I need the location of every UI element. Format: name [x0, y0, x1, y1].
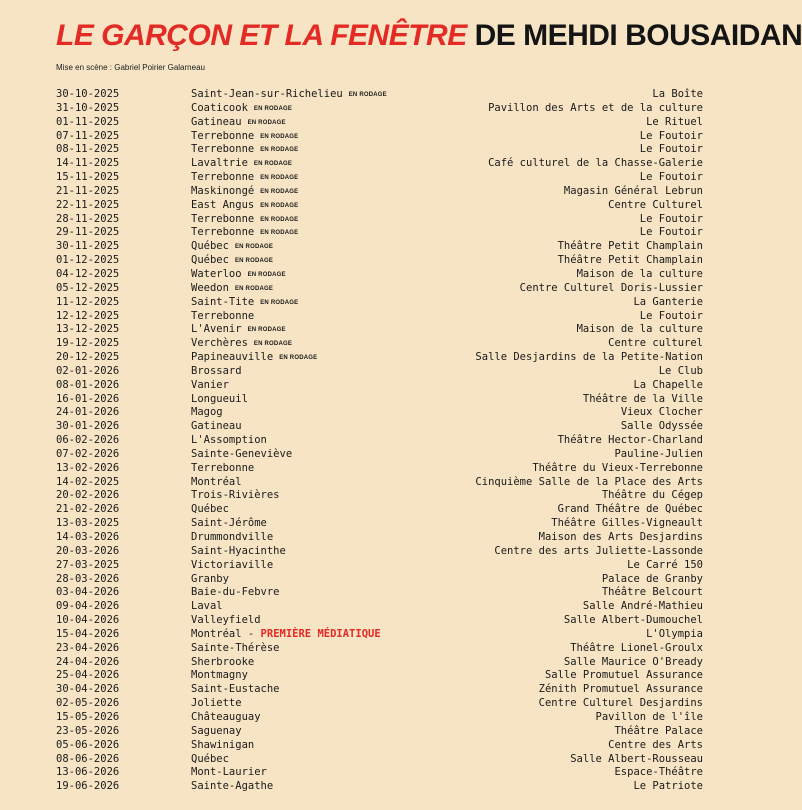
- show-city: Granby: [191, 572, 229, 585]
- show-city-cell: [191, 171, 298, 186]
- rodage-tag: EN RODAGE: [253, 105, 293, 112]
- rodage-tag: EN RODAGE: [260, 133, 299, 140]
- show-date: 24-01-2026: [56, 406, 120, 419]
- show-city-cell: [191, 489, 280, 503]
- show-date: 30-11-2025: [56, 240, 120, 253]
- show-city: Joliette: [191, 697, 242, 710]
- tour-date-row: [56, 766, 703, 780]
- show-city: Québec: [191, 240, 229, 253]
- show-city: Montmagny: [191, 669, 248, 682]
- show-date: 13-02-2026: [56, 461, 120, 474]
- show-venue: Pauline-Julien: [614, 447, 703, 460]
- show-city-cell: [191, 88, 387, 103]
- show-date: 14-11-2025: [56, 157, 120, 170]
- show-city-cell: [191, 282, 273, 297]
- tour-date-row: [56, 296, 703, 310]
- tour-date-row: [56, 116, 703, 130]
- show-venue: Théâtre du Vieux-Terrebonne: [532, 461, 703, 474]
- tour-date-row: [56, 393, 703, 407]
- show-city: Terrebonne: [191, 143, 255, 156]
- tour-date-row: [56, 669, 703, 683]
- show-city: Saint-Jean-sur-Richelieu: [191, 88, 343, 100]
- show-venue: Salle Promutuel Assurance: [544, 669, 703, 682]
- page-title: [56, 18, 802, 54]
- show-city-cell: [191, 323, 286, 338]
- tour-date-row: [56, 420, 703, 434]
- rodage-tag: EN RODAGE: [260, 147, 299, 154]
- show-date: 13-12-2025: [56, 323, 120, 336]
- tour-date-row: [56, 406, 703, 420]
- show-venue: Le Rituel: [646, 115, 703, 128]
- show-city-cell: [191, 642, 280, 656]
- show-city-cell: [191, 420, 242, 434]
- show-date: 30-10-2025: [56, 88, 120, 100]
- show-city-cell: [191, 310, 254, 324]
- show-date: 21-02-2026: [56, 503, 120, 516]
- show-venue: Pavillon de l'île: [595, 710, 703, 723]
- show-city: Weedon: [191, 281, 229, 294]
- show-city-cell: [191, 393, 248, 407]
- show-city-cell: [191, 365, 242, 379]
- show-city: Drummondville: [191, 531, 274, 543]
- show-venue: Zénith Promutuel Assurance: [538, 683, 703, 696]
- premiere-label: PREMIÈRE MÉDIATIQUE: [260, 627, 381, 640]
- show-city-cell: [191, 476, 242, 490]
- show-date: 25-04-2026: [56, 669, 120, 682]
- show-date: 13-03-2025: [56, 517, 120, 530]
- tour-date-row: [56, 365, 703, 379]
- show-date: 09-04-2026: [56, 600, 120, 613]
- show-city-cell: [191, 669, 248, 683]
- show-city-cell: [191, 379, 229, 393]
- show-city: Papineauville: [191, 351, 274, 364]
- show-venue: Centre culturel: [608, 337, 703, 350]
- show-date: 28-03-2026: [56, 572, 120, 585]
- show-venue: Théâtre du Cégep: [601, 489, 703, 502]
- show-date: 08-06-2026: [56, 752, 120, 765]
- show-date: 11-12-2025: [56, 295, 120, 308]
- tour-date-row: [56, 462, 703, 476]
- rodage-tag: EN RODAGE: [247, 119, 286, 126]
- show-city-cell: [191, 753, 229, 767]
- show-city: Terrebonne: [191, 226, 255, 239]
- show-city-cell: [191, 766, 267, 780]
- show-city-cell: [191, 697, 242, 711]
- show-venue: Maison de la culture: [576, 267, 703, 280]
- tour-date-row: [56, 559, 703, 573]
- show-city: Shawinigan: [191, 738, 255, 751]
- tour-date-row: [56, 351, 703, 365]
- show-city-cell: [191, 531, 273, 545]
- show-city-cell: [191, 434, 267, 448]
- tour-date-row: [56, 226, 703, 240]
- show-venue: Pavillon des Arts et de la culture: [488, 101, 703, 114]
- show-title: LE GARÇON ET LA FENÊTRE: [56, 19, 467, 52]
- tour-date-row: [56, 323, 703, 337]
- tour-date-row: [56, 157, 703, 171]
- show-venue: Centre des arts Juliette-Lassonde: [494, 544, 703, 557]
- tour-date-row: [56, 88, 703, 102]
- show-city: Lavaltrie: [191, 157, 248, 170]
- show-city: Terrebonne: [191, 129, 255, 142]
- show-city-cell: [191, 351, 317, 366]
- show-date: 15-05-2026: [56, 710, 120, 723]
- show-city: Terrebonne: [191, 309, 255, 322]
- show-city: Mont-Laurier: [191, 766, 267, 779]
- show-city: L'Assomption: [191, 434, 267, 447]
- show-venue: Théâtre Belcourt: [601, 586, 703, 599]
- tour-date-row: [56, 600, 703, 614]
- rodage-tag: EN RODAGE: [234, 244, 274, 251]
- show-venue: Le Club: [658, 364, 703, 377]
- show-venue: Le Foutoir: [639, 212, 703, 225]
- show-city-cell: [191, 296, 298, 311]
- show-city-cell: [191, 157, 292, 172]
- show-city-cell: [191, 102, 292, 117]
- rodage-tag: EN RODAGE: [253, 161, 293, 168]
- show-city: Châteauguay: [191, 710, 261, 723]
- show-city-cell: [191, 503, 229, 517]
- show-city-cell: [191, 711, 261, 725]
- show-city: Saguenay: [191, 724, 242, 737]
- show-city-cell: [191, 725, 242, 739]
- show-date: 22-11-2025: [56, 198, 120, 211]
- tour-date-row: [56, 725, 703, 739]
- show-venue: Magasin Général Lebrun: [563, 184, 703, 197]
- show-date: 02-05-2026: [56, 697, 120, 710]
- rodage-tag: EN RODAGE: [279, 355, 318, 362]
- show-date: 05-12-2025: [56, 281, 120, 294]
- tour-date-row: [56, 185, 703, 199]
- show-city-cell: [191, 240, 273, 255]
- show-date: 20-02-2026: [56, 489, 120, 502]
- show-date: 02-01-2026: [56, 364, 120, 377]
- show-city: Montréal: [191, 475, 242, 488]
- show-date: 05-06-2026: [56, 738, 120, 751]
- show-date: 01-11-2025: [56, 115, 120, 128]
- rodage-tag: EN RODAGE: [247, 327, 286, 334]
- show-city-cell: [191, 600, 223, 614]
- show-city-cell: [191, 614, 261, 628]
- show-city: Montréal -: [191, 627, 255, 640]
- show-date: 23-04-2026: [56, 641, 120, 654]
- tour-date-row: [56, 282, 703, 296]
- show-city: Sainte-Agathe: [191, 780, 274, 793]
- show-date: 14-02-2025: [56, 475, 120, 488]
- show-date: 08-11-2025: [56, 143, 120, 156]
- show-venue: Vieux Clocher: [620, 406, 703, 419]
- show-city: Sainte-Thérèse: [191, 641, 280, 654]
- show-city-cell: [191, 780, 273, 794]
- show-city: Terrebonne: [191, 171, 255, 184]
- show-venue: Salle André-Mathieu: [582, 600, 703, 613]
- show-venue: Le Foutoir: [639, 171, 703, 184]
- show-venue: La Ganterie: [633, 295, 703, 308]
- rodage-tag: EN RODAGE: [348, 92, 387, 98]
- rodage-tag: EN RODAGE: [260, 175, 299, 182]
- show-venue: Théâtre Petit Champlain: [557, 240, 703, 253]
- show-city: Terrebonne: [191, 461, 255, 474]
- tour-date-row: [56, 254, 703, 268]
- show-city: Longueuil: [191, 392, 248, 405]
- rodage-tag: EN RODAGE: [234, 258, 274, 265]
- show-city-cell: [191, 683, 280, 697]
- tour-date-row: [56, 102, 703, 116]
- tour-date-row: [56, 434, 703, 448]
- tour-date-row: [56, 130, 703, 144]
- show-city-cell: [191, 586, 280, 600]
- show-venue: Salle Maurice O'Bready: [563, 655, 703, 668]
- rodage-tag: EN RODAGE: [260, 188, 299, 195]
- show-city-cell: [191, 628, 381, 642]
- show-city-cell: [191, 268, 286, 283]
- show-city: Maskinongé: [191, 184, 255, 197]
- show-city-cell: [191, 254, 273, 269]
- rodage-tag: EN RODAGE: [234, 285, 274, 292]
- show-venue: Théâtre Gilles-Vigneault: [551, 517, 703, 530]
- show-city-cell: [191, 213, 298, 228]
- show-city-cell: [191, 130, 298, 145]
- show-venue: Centre Culturel Desjardins: [538, 697, 703, 710]
- show-venue: Le Foutoir: [639, 143, 703, 156]
- show-date: 01-12-2025: [56, 254, 120, 267]
- show-venue: Café culturel de la Chasse-Galerie: [488, 157, 703, 170]
- show-date: 07-02-2026: [56, 447, 120, 460]
- show-date: 23-05-2026: [56, 724, 120, 737]
- show-date: 16-01-2026: [56, 392, 120, 405]
- show-city-cell: [191, 199, 298, 214]
- show-venue: La Boîte: [652, 88, 703, 100]
- tour-date-row: [56, 476, 703, 490]
- tour-date-row: [56, 531, 703, 545]
- tour-date-row: [56, 337, 703, 351]
- show-date: 04-12-2025: [56, 267, 120, 280]
- show-city-cell: [191, 462, 254, 476]
- show-city: Sainte-Geneviève: [191, 447, 293, 460]
- show-date: 24-04-2026: [56, 655, 120, 668]
- show-city: Verchères: [191, 337, 248, 350]
- tour-date-row: [56, 379, 703, 393]
- show-venue: Théâtre Hector-Charland: [557, 434, 703, 447]
- rodage-tag: EN RODAGE: [260, 216, 299, 223]
- show-date: 08-01-2026: [56, 378, 120, 391]
- show-venue: L'Olympia: [646, 627, 703, 640]
- show-date: 28-11-2025: [56, 212, 120, 225]
- show-date: 07-11-2025: [56, 129, 120, 142]
- show-venue: Maison des Arts Desjardins: [538, 531, 703, 543]
- director-credit: Mise en scène : Gabriel Poirier Galarneau: [56, 63, 205, 72]
- show-city: Victoriaville: [191, 558, 274, 571]
- rodage-tag: EN RODAGE: [260, 202, 299, 209]
- tour-date-row: [56, 171, 703, 185]
- show-city: Québec: [191, 503, 229, 516]
- tour-date-row: [56, 628, 703, 642]
- tour-date-row: [56, 780, 703, 794]
- tour-date-row: [56, 697, 703, 711]
- show-venue: Grand Théâtre de Québec: [557, 503, 703, 516]
- show-city-cell: [191, 406, 223, 420]
- show-date: 29-11-2025: [56, 226, 120, 239]
- show-venue: Le Foutoir: [639, 309, 703, 322]
- show-venue: Centre Culturel Doris-Lussier: [519, 281, 703, 294]
- show-date: 30-01-2026: [56, 420, 120, 433]
- show-city-cell: [191, 448, 292, 462]
- tour-date-row: [56, 143, 703, 157]
- show-city: Québec: [191, 752, 229, 765]
- show-city: Québec: [191, 254, 229, 267]
- show-venue: Salle Desjardins de la Petite-Nation: [475, 351, 703, 364]
- tour-date-row: [56, 268, 703, 282]
- tour-date-row: [56, 656, 703, 670]
- show-date: 12-12-2025: [56, 309, 120, 322]
- rodage-tag: EN RODAGE: [247, 271, 286, 278]
- tour-date-row: [56, 545, 703, 559]
- show-venue: Théâtre de la Ville: [582, 392, 703, 405]
- show-city: Saint-Eustache: [191, 683, 280, 696]
- tour-date-row: [56, 448, 703, 462]
- show-venue: Centre des Arts: [608, 738, 703, 751]
- show-date: 27-03-2025: [56, 558, 120, 571]
- show-city: Vanier: [191, 378, 229, 391]
- tour-date-row: [56, 642, 703, 656]
- show-date: 21-11-2025: [56, 184, 120, 197]
- show-city-cell: [191, 226, 298, 241]
- show-city-cell: [191, 545, 286, 559]
- rodage-tag: EN RODAGE: [253, 341, 293, 348]
- show-city: L'Avenir: [191, 323, 242, 336]
- show-date: 03-04-2026: [56, 586, 120, 599]
- show-date: 13-06-2026: [56, 766, 120, 779]
- tour-date-row: [56, 310, 703, 324]
- show-city: Gatineau: [191, 420, 242, 433]
- show-city-cell: [191, 559, 273, 573]
- show-venue: La Chapelle: [633, 378, 703, 391]
- show-city: Coaticook: [191, 101, 248, 114]
- tour-date-row: [56, 240, 703, 254]
- tour-date-row: [56, 517, 703, 531]
- show-city-cell: [191, 573, 229, 587]
- tour-date-row: [56, 503, 703, 517]
- show-city: Laval: [191, 600, 223, 613]
- show-city: Sherbrooke: [191, 655, 255, 668]
- show-city: Brossard: [191, 364, 242, 377]
- tour-date-row: [56, 573, 703, 587]
- show-venue: Le Carré 150: [627, 558, 703, 571]
- show-city: Saint-Hyacinthe: [191, 544, 286, 557]
- show-venue: Théâtre Lionel-Groulx: [570, 641, 703, 654]
- show-venue: Salle Albert-Dumouchel: [563, 614, 703, 627]
- show-venue: Le Foutoir: [639, 226, 703, 239]
- show-city: Trois-Rivières: [191, 489, 280, 502]
- show-city: Baie-du-Febvre: [191, 586, 280, 599]
- show-city-cell: [191, 337, 292, 352]
- show-city-cell: [191, 656, 254, 670]
- show-venue: Maison de la culture: [576, 323, 703, 336]
- show-venue: Théâtre Petit Champlain: [557, 254, 703, 267]
- show-date: 31-10-2025: [56, 101, 120, 114]
- tour-date-row: [56, 586, 703, 600]
- show-city: Valleyfield: [191, 614, 261, 627]
- show-venue: Le Foutoir: [639, 129, 703, 142]
- show-venue: Salle Odyssée: [620, 420, 703, 433]
- show-date: 14-03-2026: [56, 531, 120, 543]
- show-city: Terrebonne: [191, 212, 255, 225]
- show-city: Saint-Jérôme: [191, 517, 267, 530]
- tour-date-row: [56, 489, 703, 503]
- rodage-tag: EN RODAGE: [260, 299, 299, 306]
- show-city-cell: [191, 517, 267, 531]
- show-city: Magog: [191, 406, 223, 419]
- show-date: 10-04-2026: [56, 614, 120, 627]
- show-city-cell: [191, 116, 286, 131]
- show-date: 15-04-2026: [56, 627, 120, 640]
- show-venue: Centre Culturel: [608, 198, 703, 211]
- show-city: Gatineau: [191, 115, 242, 128]
- show-city: East Angus: [191, 198, 255, 211]
- show-venue: Salle Albert-Rousseau: [570, 752, 703, 765]
- show-date: 15-11-2025: [56, 171, 120, 184]
- show-date: 19-12-2025: [56, 337, 120, 350]
- show-venue: Théâtre Palace: [614, 724, 703, 737]
- show-venue: Espace-Théâtre: [614, 766, 703, 779]
- show-date: 20-12-2025: [56, 351, 120, 364]
- show-city-cell: [191, 185, 298, 200]
- tour-date-row: [56, 213, 703, 227]
- tour-date-row: [56, 739, 703, 753]
- show-date: 20-03-2026: [56, 544, 120, 557]
- show-city: Saint-Tite: [191, 295, 255, 308]
- tour-date-row: [56, 753, 703, 767]
- show-city: Waterloo: [191, 267, 242, 280]
- show-venue: Cinquième Salle de la Place des Arts: [475, 475, 703, 488]
- tour-date-row: [56, 199, 703, 213]
- rodage-tag: EN RODAGE: [260, 230, 299, 237]
- tour-dates-list: [56, 88, 703, 794]
- show-venue: Palace de Granby: [601, 572, 703, 585]
- tour-date-row: [56, 683, 703, 697]
- show-date: 06-02-2026: [56, 434, 120, 447]
- show-city-cell: [191, 143, 298, 158]
- tour-date-row: [56, 614, 703, 628]
- tour-date-row: [56, 711, 703, 725]
- show-city-cell: [191, 739, 254, 753]
- show-venue: Le Patriote: [633, 780, 703, 793]
- artist-name: DE MEHDI BOUSAIDAN: [474, 19, 802, 52]
- show-date: 19-06-2026: [56, 780, 120, 793]
- show-date: 30-04-2026: [56, 683, 120, 696]
